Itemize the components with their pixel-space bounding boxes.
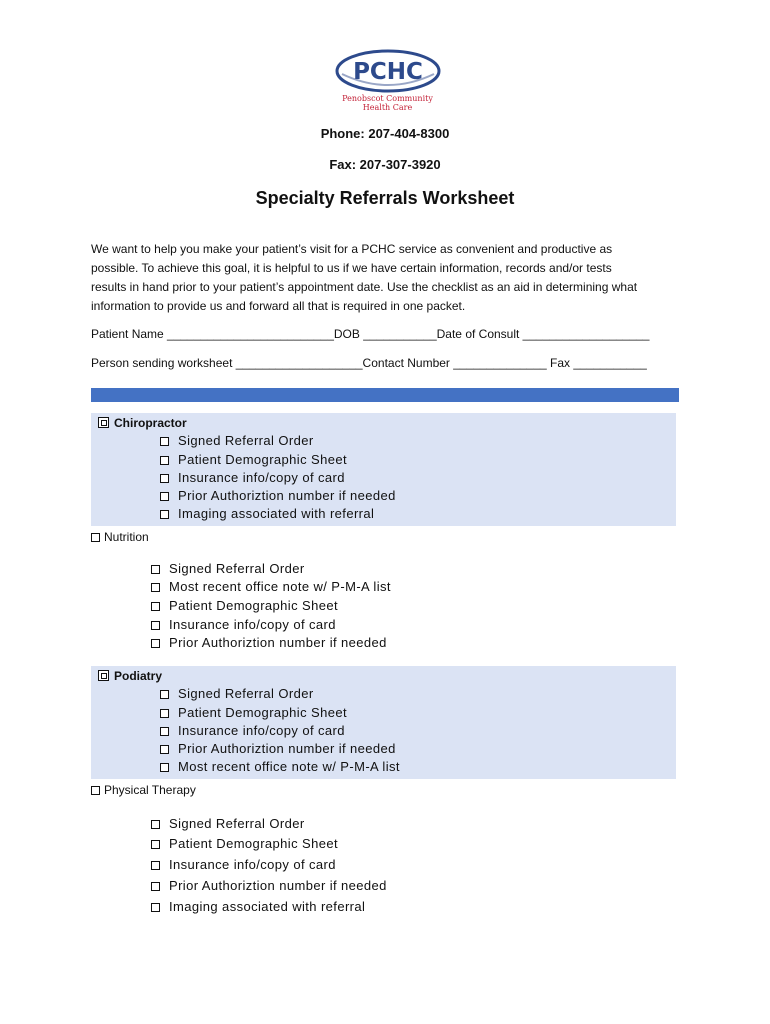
checkbox-physical-therapy[interactable] [91,786,100,795]
checklist-item[interactable]: Most recent office note w/ P-M-A list [151,579,391,594]
intro-line: possible. To achieve this goal, it is helpful to us if we have certain information, records and/or tests [91,261,612,275]
fax-number: Fax: 207-307-3920 [329,157,441,172]
patient-info-fields[interactable]: Patient Name _________________________DOB ___________Date of Consult ___________________ [91,327,650,341]
checkbox-chiropractor[interactable] [98,417,109,428]
checklist-item[interactable]: Prior Authoriztion number if needed [160,741,396,756]
checkbox[interactable] [160,492,169,501]
page-title: Specialty Referrals Worksheet [255,188,515,208]
section-title: Chiropractor [114,416,187,430]
phone-number: Phone: 207-404-8300 [320,126,450,141]
checkbox[interactable] [160,763,169,772]
checklist-item[interactable]: Insurance info/copy of card [151,617,336,632]
checklist-item[interactable]: Prior Authoriztion number if needed [160,488,396,503]
checklist-item[interactable]: Most recent office note w/ P-M-A list [160,759,400,774]
checkbox[interactable] [151,565,160,574]
checkbox-nutrition[interactable] [91,533,100,542]
checklist-item[interactable]: Insurance info/copy of card [160,470,345,485]
section-chiropractor[interactable] [98,416,187,430]
checklist-item[interactable]: Prior Authoriztion number if needed [151,635,387,650]
logo-subtitle-line1: Penobscot Community [342,94,433,103]
checklist-item[interactable]: Patient Demographic Sheet [151,598,338,613]
section-title: Nutrition [104,530,149,544]
section-title: Podiatry [114,669,163,683]
checkbox[interactable] [160,727,169,736]
checkbox[interactable] [151,840,160,849]
pchc-logo [320,48,455,116]
sender-info-fields[interactable]: Person sending worksheet ___________________Contact Number ______________ Fax ___________ [91,356,647,370]
logo-text: PCHC [352,59,423,85]
checklist-item[interactable]: Prior Authoriztion number if needed [151,878,387,893]
checkbox[interactable] [160,745,169,754]
checkbox[interactable] [151,583,160,592]
checkbox[interactable] [151,639,160,648]
intro-line: results in hand prior to your patient’s appointment date. Use the checklist as an aid in determining what [91,280,638,294]
intro-line: We want to help you make your patient’s visit for a PCHC service as convenient and productive as [91,242,613,256]
section-nutrition[interactable] [91,530,149,544]
checklist-item[interactable]: Signed Referral Order [151,561,305,576]
intro-line: information to provide us and forward all that is required in one packet. [91,299,466,313]
logo-subtitle-line2: Health Care [362,103,413,112]
section-title: Physical Therapy [104,783,196,797]
checklist-item[interactable]: Insurance info/copy of card [151,857,336,872]
checkbox[interactable] [160,690,169,699]
checkbox[interactable] [160,474,169,483]
checklist-item[interactable]: Patient Demographic Sheet [160,452,347,467]
section-podiatry[interactable] [98,669,162,683]
intro-paragraph [91,240,691,316]
checklist-item[interactable]: Patient Demographic Sheet [151,836,338,851]
checkbox[interactable] [160,437,169,446]
checkbox[interactable] [160,510,169,519]
checklist-item[interactable]: Insurance info/copy of card [160,723,345,738]
checkbox[interactable] [151,882,160,891]
logo-emblem [334,48,442,94]
checklist-item[interactable]: Signed Referral Order [160,433,314,448]
section-divider-bar [91,388,679,402]
checkbox[interactable] [151,820,160,829]
checkbox[interactable] [151,861,160,870]
checkbox-podiatry[interactable] [98,670,109,681]
checkbox[interactable] [160,456,169,465]
checklist-item[interactable]: Imaging associated with referral [160,506,374,521]
checkbox[interactable] [151,621,160,630]
checkbox[interactable] [160,709,169,718]
section-physical-therapy[interactable] [91,783,196,797]
checkbox[interactable] [151,602,160,611]
checklist-item[interactable]: Signed Referral Order [160,686,314,701]
checklist-item[interactable]: Imaging associated with referral [151,899,365,914]
checkbox[interactable] [151,903,160,912]
checklist-item[interactable]: Signed Referral Order [151,816,305,831]
checklist-item[interactable]: Patient Demographic Sheet [160,705,347,720]
